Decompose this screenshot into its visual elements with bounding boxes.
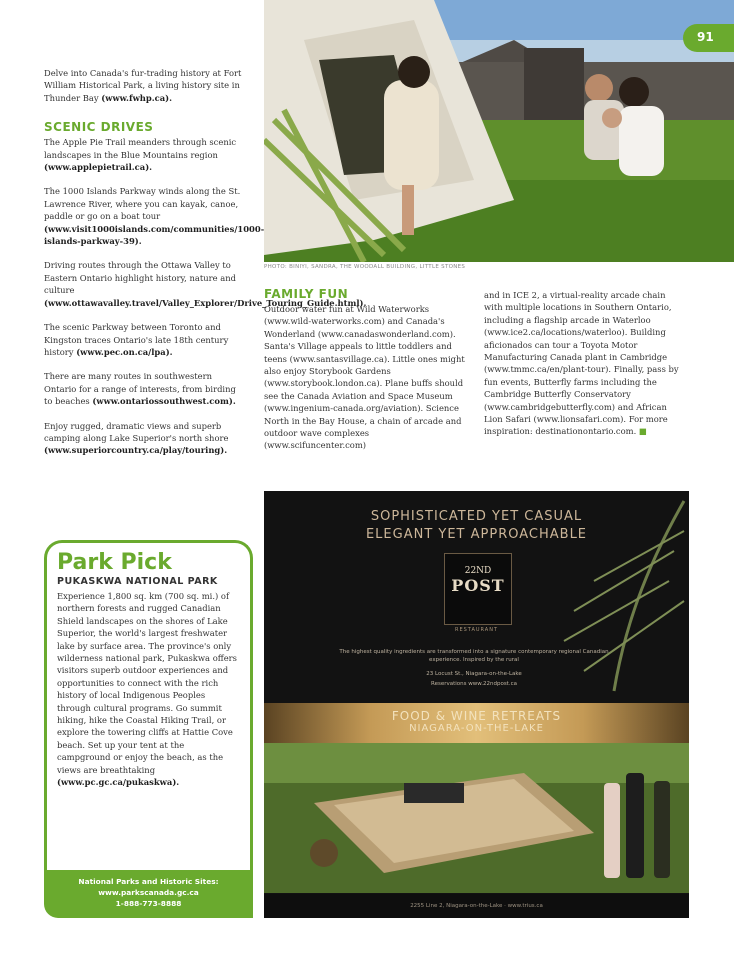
ad-footer: 2255 Line 2, Niagara-on-the-Lake · www.trius.ca <box>264 894 689 918</box>
ad-description-1: The highest quality ingredients are transformed into a signature contemporary regional Canadian experience. Inspired by the rural <box>339 649 609 663</box>
intro-paragraph: Delve into Canada's fur-trading history at Fort William Historical Park, a living history site in Thunder Bay (www.fwhp.ca). <box>44 68 242 103</box>
park-pick-title: Park Pick <box>57 550 172 575</box>
palm-leaves-graphic <box>554 491 689 701</box>
ad-description-2: 23 Locust St., Niagara-on-the-Lake <box>426 671 522 677</box>
tepee-family-photo <box>264 0 734 262</box>
logo-sub: RESTAURANT <box>454 627 499 633</box>
family-fun-paragraph-1: Outdoor water fun at Wild Waterworks (www.wild-waterworks.com) and Canada's Wonderland (www.canadaswonderland.com). Santa's Village appeals to little toddlers and teens (www.santasvillage.ca). Little ones might also enjoy Storybook Gardens (www.storybook.london.ca). Plane buffs should see the Canada Aviation and Space Museum (www.ingenium-canada.org/aviation). Science North in the Bay House, a chain of arcade and outdoor wave complexes (www.scifuncenter.com) <box>264 304 465 451</box>
banner-line-2: NIAGARA-ON-THE-LAKE <box>409 723 544 734</box>
restaurant-advertisement[interactable] <box>264 491 689 918</box>
park-pick-body: Experience 1,800 sq. km (700 sq. mi.) of northern forests and rugged Canadian Shield landscapes on the shores of Lake Superior, the world's largest freshwater lake by surface area. The province's only wilderness national park, Pukaskwa offers visitors superb outdoor experiences and opportunities to connect with the rich history of local Indigenous Peoples through cultural programs. Go summit hiking, hike the Coastal Hiking Trail, or explore the towering cliffs at Hattie Cove beach. Set up your tent at the campground or enjoy the beach, as the views are breathtaking (www.pc.gc.ca/pukaskwa). <box>57 591 237 788</box>
page-number: 91 <box>697 30 714 44</box>
photo-caption: PHOTO: BINIYI, SANDRA, THE WOODALL BUILDING, LITTLE STONES <box>264 264 466 270</box>
apple-pie-link[interactable]: (www.applepietrail.ca). <box>44 162 153 173</box>
family-fun-column-1 <box>264 287 470 452</box>
scenic-paragraph-1: The Apple Pie Trail meanders through scenic landscapes in the Blue Mountains region (www.applepietrail.ca). <box>44 137 237 173</box>
parks-footer-phone: 1-888-773-8888 <box>115 899 182 908</box>
pukaskwa-link[interactable]: (www.pc.gc.ca/pukaskwa). <box>57 777 180 788</box>
family-fun-column-2 <box>484 289 684 438</box>
pec-link[interactable]: (www.pec.on.ca/lpa). <box>76 346 173 357</box>
vineyard-table-photo <box>264 743 689 893</box>
park-pick-subtitle: PUKASKWA NATIONAL PARK <box>57 576 218 587</box>
ad-logo <box>444 553 512 625</box>
scenic-paragraph-4: The scenic Parkway between Toronto and Kingston traces Ontario's late 18th century history (www.pec.on.ca/lpa). <box>44 322 229 357</box>
scenic-paragraph-6: Enjoy rugged, dramatic views and superb camping along Lake Superior's north shore (www.superiorcountry.ca/play/touring). <box>44 420 229 456</box>
parks-footer-label: National Parks and Historic Sites: <box>78 877 219 886</box>
parks-footer-url[interactable]: www.parkscanada.gc.ca <box>98 888 199 897</box>
ad-headline-2: ELEGANT YET APPROACHABLE <box>365 527 588 542</box>
ottawa-valley-link[interactable]: (www.ottawavalley.travel/Valley_Explorer/Drive_Touring_Guide.html). <box>44 297 367 308</box>
superior-link[interactable]: (www.superiorcountry.ca/play/touring). <box>44 445 228 456</box>
scenic-paragraph-2: The 1000 Islands Parkway winds along the St. Lawrence River, where you can kayak, canoe, paddle or go on a boat tour (www.visit1000islands.com/communities/1000-islands-parkway-39). <box>44 186 265 247</box>
scenic-paragraph-5: There are many routes in southwestern Ontario for a range of interests, from birding to beaches (www.ontariossouthwest.com). <box>44 371 236 407</box>
scenic-paragraph-3: Driving routes through the Ottawa Valley to Eastern Ontario highlight history, nature and culture (www.ottawavalley.travel/Valley_Explorer/Drive_Touring_Guide.html). <box>44 260 367 308</box>
family-fun-paragraph-2: and in ICE 2, a virtual-reality arcade chain with multiple locations in Southern Ontario, including a flagship arcade in Waterloo (www.ice2.ca/locations/waterloo). Building aficionados can tour a Toyota Motor Manufacturing Canada plant in Cambridge (www.tmmc.ca/en/plant-tour). Finally, pass by fun events, Butterfly farms including the Cambridge Butterfly Conservatory (www.cambridgebutterfly.com) and African Lion Safari (www.lionsafari.com). For more inspiration: destinationontario.com. ■ <box>484 290 679 437</box>
banner-line-1: FOOD & WINE RETREATS <box>391 709 562 723</box>
southwest-link[interactable]: (www.ontariossouthwest.com). <box>92 396 236 407</box>
park-pick-box <box>44 540 253 873</box>
hero-photo <box>264 0 734 262</box>
ad-description-3[interactable]: Reservations www.22ndpost.ca <box>431 681 517 687</box>
intro-link[interactable]: (www.fwhp.ca). <box>101 92 173 103</box>
logo-line-1: 22ND <box>464 566 492 576</box>
page-number-tab <box>683 24 734 52</box>
family-fun-heading: FAMILY FUN <box>264 287 349 301</box>
thousand-islands-link[interactable]: (www.visit1000islands.com/communities/1000-islands-parkway-39). <box>44 223 265 247</box>
ad-gold-banner <box>264 703 689 743</box>
logo-line-2: POST <box>451 576 505 595</box>
end-mark: ■ <box>638 426 647 437</box>
ad-headline-1: SOPHISTICATED YET CASUAL <box>370 509 583 524</box>
scenic-drives-heading: SCENIC DRIVES <box>44 120 154 135</box>
park-pick-footer <box>44 870 253 918</box>
